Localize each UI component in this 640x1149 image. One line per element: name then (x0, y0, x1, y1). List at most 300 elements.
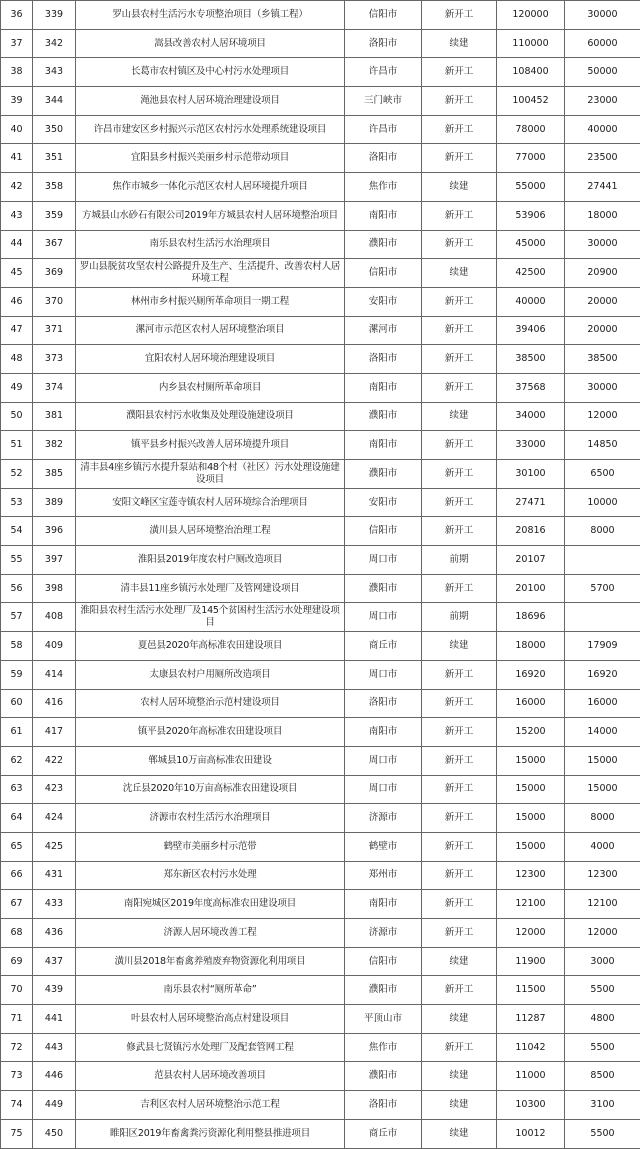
row-index-cell: 43 (1, 201, 33, 230)
table-row (1, 517, 640, 546)
city-cell: 濮阳市 (345, 460, 422, 489)
table-row (1, 87, 640, 116)
status-cell: 续建 (422, 947, 497, 976)
table-row (1, 144, 640, 173)
project-id-cell: 424 (33, 804, 76, 833)
row-index-cell: 69 (1, 947, 33, 976)
total-investment-cell: 20107 (497, 546, 565, 575)
city-cell: 濮阳市 (345, 230, 422, 259)
city-cell: 洛阳市 (345, 144, 422, 173)
row-index-cell: 45 (1, 259, 33, 288)
table-row (1, 287, 640, 316)
project-id-cell: 436 (33, 919, 76, 948)
city-cell: 南阳市 (345, 201, 422, 230)
status-cell: 新开工 (422, 574, 497, 603)
total-investment-cell: 11900 (497, 947, 565, 976)
project-name-cell: 镇平县2020年高标准农田建设项目 (76, 718, 345, 747)
city-cell: 南阳市 (345, 373, 422, 402)
table-row (1, 890, 640, 919)
total-investment-cell: 40000 (497, 287, 565, 316)
planned-investment-cell: 12000 (565, 402, 640, 431)
planned-investment-cell: 17909 (565, 632, 640, 661)
project-name-cell: 济源人居环境改善工程 (76, 919, 345, 948)
row-index-cell: 65 (1, 832, 33, 861)
table-row (1, 718, 640, 747)
planned-investment-cell: 8500 (565, 1062, 640, 1091)
planned-investment-cell: 8000 (565, 517, 640, 546)
row-index-cell: 41 (1, 144, 33, 173)
row-index-cell: 63 (1, 775, 33, 804)
status-cell: 新开工 (422, 832, 497, 861)
status-cell: 新开工 (422, 660, 497, 689)
row-index-cell: 37 (1, 29, 33, 58)
project-id-cell: 339 (33, 1, 76, 30)
project-name-cell: 潢川县人居环境整治治理工程 (76, 517, 345, 546)
table-row (1, 603, 640, 632)
table-row (1, 259, 640, 288)
planned-investment-cell: 14000 (565, 718, 640, 747)
status-cell: 新开工 (422, 488, 497, 517)
city-cell: 周口市 (345, 603, 422, 632)
status-cell: 新开工 (422, 230, 497, 259)
planned-investment-cell: 20900 (565, 259, 640, 288)
city-cell: 濮阳市 (345, 402, 422, 431)
project-name-cell: 太康县农村户用厕所改造项目 (76, 660, 345, 689)
total-investment-cell: 30100 (497, 460, 565, 489)
project-id-cell: 417 (33, 718, 76, 747)
project-id-cell: 423 (33, 775, 76, 804)
total-investment-cell: 120000 (497, 1, 565, 30)
row-index-cell: 62 (1, 746, 33, 775)
project-name-cell: 鹤壁市美丽乡村示范带 (76, 832, 345, 861)
status-cell: 新开工 (422, 287, 497, 316)
project-name-cell: 叶县农村人居环境整治高点村建设项目 (76, 1005, 345, 1034)
status-cell: 续建 (422, 1091, 497, 1120)
status-cell: 新开工 (422, 746, 497, 775)
status-cell: 新开工 (422, 201, 497, 230)
project-id-cell: 382 (33, 431, 76, 460)
planned-investment-cell: 27441 (565, 173, 640, 202)
project-name-cell: 潢川县2018年畜禽养殖废弃物资源化利用项目 (76, 947, 345, 976)
city-cell: 信阳市 (345, 947, 422, 976)
table-row (1, 1, 640, 30)
project-id-cell: 397 (33, 546, 76, 575)
total-investment-cell: 37568 (497, 373, 565, 402)
status-cell: 新开工 (422, 87, 497, 116)
project-name-cell: 吉利区农村人居环境整治示范工程 (76, 1091, 345, 1120)
city-cell: 周口市 (345, 660, 422, 689)
project-name-cell: 修武县七贤镇污水处理厂及配套管网工程 (76, 1033, 345, 1062)
project-name-cell: 长葛市农村镇区及中心村污水处理项目 (76, 58, 345, 87)
total-investment-cell: 20100 (497, 574, 565, 603)
project-id-cell: 396 (33, 517, 76, 546)
table-row (1, 431, 640, 460)
status-cell: 新开工 (422, 976, 497, 1005)
planned-investment-cell: 23500 (565, 144, 640, 173)
total-investment-cell: 10012 (497, 1119, 565, 1148)
row-index-cell: 46 (1, 287, 33, 316)
project-id-cell: 439 (33, 976, 76, 1005)
project-name-cell: 许昌市建安区乡村振兴示范区农村污水处理系统建设项目 (76, 115, 345, 144)
total-investment-cell: 53906 (497, 201, 565, 230)
status-cell: 续建 (422, 1119, 497, 1148)
project-name-cell: 睢阳区2019年畜禽粪污资源化利用整县推进项目 (76, 1119, 345, 1148)
planned-investment-cell: 12100 (565, 890, 640, 919)
status-cell: 前期 (422, 546, 497, 575)
project-name-cell: 清丰县4座乡镇污水提升泵站和48个村（社区）污水处理设施建设项目 (76, 460, 345, 489)
status-cell: 新开工 (422, 316, 497, 345)
city-cell: 濮阳市 (345, 1062, 422, 1091)
project-id-cell: 374 (33, 373, 76, 402)
row-index-cell: 56 (1, 574, 33, 603)
project-name-cell: 罗山县农村生活污水专项整治项目（乡镇工程） (76, 1, 345, 30)
total-investment-cell: 11500 (497, 976, 565, 1005)
planned-investment-cell: 3100 (565, 1091, 640, 1120)
city-cell: 商丘市 (345, 1119, 422, 1148)
status-cell: 新开工 (422, 775, 497, 804)
project-name-cell: 南乐县农村生活污水治理项目 (76, 230, 345, 259)
project-id-cell: 425 (33, 832, 76, 861)
project-id-cell: 370 (33, 287, 76, 316)
project-name-cell: 郑东新区农村污水处理 (76, 861, 345, 890)
planned-investment-cell: 5500 (565, 976, 640, 1005)
table-row (1, 1119, 640, 1148)
total-investment-cell: 18696 (497, 603, 565, 632)
row-index-cell: 44 (1, 230, 33, 259)
city-cell: 洛阳市 (345, 689, 422, 718)
total-investment-cell: 12300 (497, 861, 565, 890)
planned-investment-cell: 20000 (565, 287, 640, 316)
row-index-cell: 73 (1, 1062, 33, 1091)
project-name-cell: 宜阳农村人居环境治理建设项目 (76, 345, 345, 374)
table-row (1, 1062, 640, 1091)
table-row (1, 746, 640, 775)
status-cell: 新开工 (422, 144, 497, 173)
planned-investment-cell: 38500 (565, 345, 640, 374)
planned-investment-cell: 15000 (565, 775, 640, 804)
table-row (1, 660, 640, 689)
planned-investment-cell: 5500 (565, 1033, 640, 1062)
row-index-cell: 52 (1, 460, 33, 489)
status-cell: 新开工 (422, 718, 497, 747)
planned-investment-cell: 18000 (565, 201, 640, 230)
project-name-cell: 渑池县农村人居环境治理建设项目 (76, 87, 345, 116)
row-index-cell: 48 (1, 345, 33, 374)
project-name-cell: 罗山县脱贫攻坚农村公路提升及生产、生活提升、改善农村人居环境工程 (76, 259, 345, 288)
city-cell: 南阳市 (345, 890, 422, 919)
planned-investment-cell: 16000 (565, 689, 640, 718)
total-investment-cell: 16920 (497, 660, 565, 689)
status-cell: 续建 (422, 29, 497, 58)
status-cell: 续建 (422, 1005, 497, 1034)
row-index-cell: 60 (1, 689, 33, 718)
table-row (1, 488, 640, 517)
project-id-cell: 381 (33, 402, 76, 431)
project-name-cell: 漯河市示范区农村人居环境整治项目 (76, 316, 345, 345)
table-row (1, 230, 640, 259)
status-cell: 新开工 (422, 345, 497, 374)
total-investment-cell: 55000 (497, 173, 565, 202)
total-investment-cell: 39406 (497, 316, 565, 345)
total-investment-cell: 45000 (497, 230, 565, 259)
table-row (1, 345, 640, 374)
table-row (1, 546, 640, 575)
row-index-cell: 72 (1, 1033, 33, 1062)
project-id-cell: 414 (33, 660, 76, 689)
table-row (1, 919, 640, 948)
status-cell: 新开工 (422, 1033, 497, 1062)
status-cell: 新开工 (422, 1, 497, 30)
city-cell: 许昌市 (345, 58, 422, 87)
total-investment-cell: 15000 (497, 804, 565, 833)
table-row (1, 173, 640, 202)
status-cell: 新开工 (422, 58, 497, 87)
status-cell: 续建 (422, 402, 497, 431)
project-name-cell: 安阳文峰区宝莲寺镇农村人居环境综合治理项目 (76, 488, 345, 517)
row-index-cell: 75 (1, 1119, 33, 1148)
project-name-cell: 内乡县农村厕所革命项目 (76, 373, 345, 402)
project-id-cell: 409 (33, 632, 76, 661)
status-cell: 新开工 (422, 919, 497, 948)
planned-investment-cell: 4800 (565, 1005, 640, 1034)
project-id-cell: 369 (33, 259, 76, 288)
city-cell: 鹤壁市 (345, 832, 422, 861)
project-name-cell: 南阳宛城区2019年度高标准农田建设项目 (76, 890, 345, 919)
planned-investment-cell: 14850 (565, 431, 640, 460)
total-investment-cell: 27471 (497, 488, 565, 517)
status-cell: 续建 (422, 173, 497, 202)
project-id-cell: 433 (33, 890, 76, 919)
table-row (1, 632, 640, 661)
project-name-cell: 焦作市城乡一体化示范区农村人居环境提升项目 (76, 173, 345, 202)
project-name-cell: 济源市农村生活污水治理项目 (76, 804, 345, 833)
total-investment-cell: 34000 (497, 402, 565, 431)
status-cell: 新开工 (422, 689, 497, 718)
row-index-cell: 64 (1, 804, 33, 833)
row-index-cell: 54 (1, 517, 33, 546)
total-investment-cell: 11000 (497, 1062, 565, 1091)
planned-investment-cell: 4000 (565, 832, 640, 861)
table-row (1, 1091, 640, 1120)
row-index-cell: 39 (1, 87, 33, 116)
row-index-cell: 58 (1, 632, 33, 661)
total-investment-cell: 15000 (497, 775, 565, 804)
project-id-cell: 343 (33, 58, 76, 87)
total-investment-cell: 18000 (497, 632, 565, 661)
planned-investment-cell: 12000 (565, 919, 640, 948)
city-cell: 周口市 (345, 775, 422, 804)
status-cell: 续建 (422, 1062, 497, 1091)
row-index-cell: 53 (1, 488, 33, 517)
city-cell: 三门峡市 (345, 87, 422, 116)
total-investment-cell: 12100 (497, 890, 565, 919)
total-investment-cell: 110000 (497, 29, 565, 58)
status-cell: 新开工 (422, 115, 497, 144)
total-investment-cell: 15200 (497, 718, 565, 747)
project-id-cell: 351 (33, 144, 76, 173)
planned-investment-cell (565, 603, 640, 632)
table-row (1, 574, 640, 603)
project-id-cell: 450 (33, 1119, 76, 1148)
table-row (1, 804, 640, 833)
planned-investment-cell: 10000 (565, 488, 640, 517)
row-index-cell: 66 (1, 861, 33, 890)
city-cell: 商丘市 (345, 632, 422, 661)
row-index-cell: 71 (1, 1005, 33, 1034)
project-id-cell: 441 (33, 1005, 76, 1034)
project-id-cell: 385 (33, 460, 76, 489)
project-id-cell: 344 (33, 87, 76, 116)
row-index-cell: 51 (1, 431, 33, 460)
status-cell: 新开工 (422, 460, 497, 489)
total-investment-cell: 38500 (497, 345, 565, 374)
status-cell: 新开工 (422, 431, 497, 460)
project-id-cell: 371 (33, 316, 76, 345)
city-cell: 郑州市 (345, 861, 422, 890)
city-cell: 安阳市 (345, 488, 422, 517)
city-cell: 安阳市 (345, 287, 422, 316)
project-name-cell: 夏邑县2020年高标准农田建设项目 (76, 632, 345, 661)
project-name-cell: 郸城县10万亩高标准农田建设 (76, 746, 345, 775)
planned-investment-cell: 30000 (565, 1, 640, 30)
project-name-cell: 淮阳县2019年度农村户厕改造项目 (76, 546, 345, 575)
total-investment-cell: 15000 (497, 832, 565, 861)
project-id-cell: 342 (33, 29, 76, 58)
project-name-cell: 沈丘县2020年10万亩高标准农田建设项目 (76, 775, 345, 804)
total-investment-cell: 16000 (497, 689, 565, 718)
planned-investment-cell: 15000 (565, 746, 640, 775)
row-index-cell: 61 (1, 718, 33, 747)
total-investment-cell: 33000 (497, 431, 565, 460)
row-index-cell: 40 (1, 115, 33, 144)
planned-investment-cell: 6500 (565, 460, 640, 489)
city-cell: 济源市 (345, 919, 422, 948)
project-name-cell: 宜阳县乡村振兴美丽乡村示范带动项目 (76, 144, 345, 173)
city-cell: 濮阳市 (345, 976, 422, 1005)
planned-investment-cell: 16920 (565, 660, 640, 689)
city-cell: 南阳市 (345, 431, 422, 460)
city-cell: 洛阳市 (345, 1091, 422, 1120)
project-id-cell: 367 (33, 230, 76, 259)
planned-investment-cell: 20000 (565, 316, 640, 345)
city-cell: 信阳市 (345, 1, 422, 30)
city-cell: 焦作市 (345, 1033, 422, 1062)
table-row (1, 201, 640, 230)
project-name-cell: 镇平县乡村振兴改善人居环境提升项目 (76, 431, 345, 460)
planned-investment-cell: 8000 (565, 804, 640, 833)
total-investment-cell: 15000 (497, 746, 565, 775)
table-row (1, 29, 640, 58)
project-name-cell: 淮阳县农村生活污水处理厂及145个贫困村生活污水处理建设项目 (76, 603, 345, 632)
city-cell: 周口市 (345, 746, 422, 775)
project-table-body (1, 1, 640, 1149)
row-index-cell: 47 (1, 316, 33, 345)
row-index-cell: 55 (1, 546, 33, 575)
total-investment-cell: 108400 (497, 58, 565, 87)
table-row (1, 316, 640, 345)
project-name-cell: 濮阳县农村污水收集及处理设施建设项目 (76, 402, 345, 431)
planned-investment-cell: 50000 (565, 58, 640, 87)
status-cell: 新开工 (422, 804, 497, 833)
table-row (1, 1033, 640, 1062)
status-cell: 续建 (422, 632, 497, 661)
table-row (1, 1005, 640, 1034)
table-row (1, 976, 640, 1005)
row-index-cell: 57 (1, 603, 33, 632)
status-cell: 前期 (422, 603, 497, 632)
table-row (1, 373, 640, 402)
table-row (1, 460, 640, 489)
total-investment-cell: 10300 (497, 1091, 565, 1120)
city-cell: 周口市 (345, 546, 422, 575)
city-cell: 信阳市 (345, 517, 422, 546)
project-id-cell: 373 (33, 345, 76, 374)
project-name-cell: 方城县山水砂石有限公司2019年方城县农村人居环境整治项目 (76, 201, 345, 230)
row-index-cell: 38 (1, 58, 33, 87)
planned-investment-cell: 60000 (565, 29, 640, 58)
planned-investment-cell: 12300 (565, 861, 640, 890)
total-investment-cell: 78000 (497, 115, 565, 144)
project-id-cell: 416 (33, 689, 76, 718)
status-cell: 新开工 (422, 890, 497, 919)
status-cell: 新开工 (422, 373, 497, 402)
project-name-cell: 农村人居环境整治示范村建设项目 (76, 689, 345, 718)
project-id-cell: 359 (33, 201, 76, 230)
row-index-cell: 67 (1, 890, 33, 919)
row-index-cell: 59 (1, 660, 33, 689)
row-index-cell: 49 (1, 373, 33, 402)
table-row (1, 832, 640, 861)
status-cell: 续建 (422, 259, 497, 288)
city-cell: 焦作市 (345, 173, 422, 202)
city-cell: 濮阳市 (345, 574, 422, 603)
table-row (1, 861, 640, 890)
project-name-cell: 范县农村人居环境改善项目 (76, 1062, 345, 1091)
planned-investment-cell: 23000 (565, 87, 640, 116)
planned-investment-cell: 5700 (565, 574, 640, 603)
planned-investment-cell: 30000 (565, 230, 640, 259)
project-id-cell: 422 (33, 746, 76, 775)
project-id-cell: 446 (33, 1062, 76, 1091)
table-row (1, 947, 640, 976)
project-id-cell: 431 (33, 861, 76, 890)
city-cell: 许昌市 (345, 115, 422, 144)
table-row (1, 402, 640, 431)
table-row (1, 115, 640, 144)
city-cell: 信阳市 (345, 259, 422, 288)
project-name-cell: 清丰县11座乡镇污水处理厂及管网建设项目 (76, 574, 345, 603)
project-name-cell: 嵩县改善农村人居环境项目 (76, 29, 345, 58)
row-index-cell: 74 (1, 1091, 33, 1120)
table-row (1, 689, 640, 718)
project-name-cell: 林州市乡村振兴厕所革命项目一期工程 (76, 287, 345, 316)
project-id-cell: 437 (33, 947, 76, 976)
status-cell: 新开工 (422, 517, 497, 546)
city-cell: 洛阳市 (345, 345, 422, 374)
table-row (1, 58, 640, 87)
project-id-cell: 358 (33, 173, 76, 202)
planned-investment-cell: 40000 (565, 115, 640, 144)
planned-investment-cell: 30000 (565, 373, 640, 402)
project-id-cell: 389 (33, 488, 76, 517)
planned-investment-cell: 5500 (565, 1119, 640, 1148)
status-cell: 新开工 (422, 861, 497, 890)
project-id-cell: 449 (33, 1091, 76, 1120)
total-investment-cell: 77000 (497, 144, 565, 173)
city-cell: 南阳市 (345, 718, 422, 747)
project-id-cell: 443 (33, 1033, 76, 1062)
project-id-cell: 350 (33, 115, 76, 144)
